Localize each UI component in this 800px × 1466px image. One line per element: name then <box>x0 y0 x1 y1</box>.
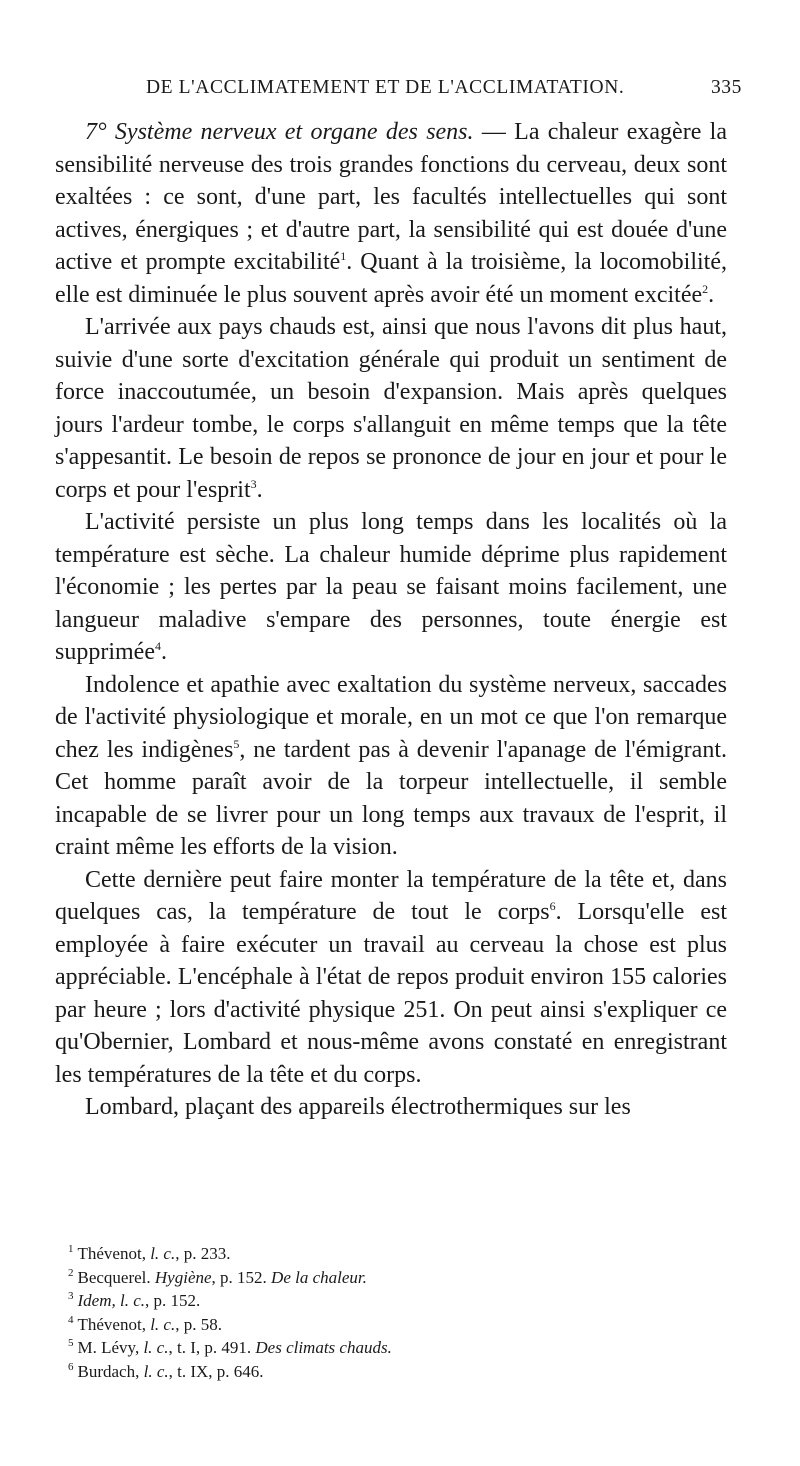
footnote-text: Becquerel. <box>77 1267 155 1287</box>
footnote <box>68 1336 708 1360</box>
footnote-italic: l. c. <box>150 1244 176 1263</box>
footnote-ref: 5 <box>233 736 240 751</box>
section-heading: 7° Système nerveux et organe des sens. <box>85 119 474 145</box>
footnote-italic: Hygiène <box>154 1267 212 1287</box>
paragraph-text: . Lorsqu'elle est employée à faire exécuter un travail au cerveau la chose est plus appréciable. L'encéphale à l'état de repos produit environ 155 calories par heure ; lors d'activité physique 251. On peut ainsi s'expliquer ce qu'Obernier, Lombard et nous-même avons constaté en enregistrant les températures de la tête et du corps. <box>55 899 728 1088</box>
paragraph-text: . <box>708 281 715 308</box>
paragraph-text: . <box>256 476 263 503</box>
paragraph-text: L'arrivée aux pays chauds est, ainsi que nous l'avons dit plus haut, suivie d'une sorte d'excitation générale qui produit un sentiment de force inaccoutumée, un besoin d'expansion. Mais après quelques jours l'ardeur tombe, le corps s'allanguit en même temps que la tête s'appesantit. Le besoin de repos se prononce de jour en jour et pour le corps et pour l'esprit <box>55 314 727 503</box>
footnote-italic: l. c. <box>143 1338 169 1357</box>
paragraph-text: L'activité persiste un plus long temps dans les localités où la température est sèche. La chaleur humide déprime plus rapidement l'économie ; les pertes par la peau se faisant moins facilement, une langueur maladive s'empare des personnes, toute énergie est supprimée <box>55 509 727 665</box>
running-title: DE L'ACCLIMATEMENT ET DE L'ACCLIMATATION. <box>146 77 625 98</box>
paragraph-2 <box>55 311 727 506</box>
footnote-number: 1 <box>68 1243 74 1256</box>
footnote-italic: Idem, l. c. <box>77 1291 146 1310</box>
footnote <box>68 1289 708 1313</box>
footnote-ref: 3 <box>250 476 257 491</box>
footnote <box>68 1242 708 1266</box>
paragraph-3 <box>55 506 727 669</box>
paragraph-text: , ne tardent pas à devenir l'apanage de l'émigrant. Cet homme paraît avoir de la torpeur intellectuelle, il semble incapable de se livrer pour un long temps aux travaux de l'esprit, il craint même les efforts de la vision. <box>55 736 727 860</box>
paragraph-text: Lombard, plaçant des appareils électrothermiques sur les <box>85 1094 631 1120</box>
footnote-number: 2 <box>68 1266 74 1279</box>
footnote-text: , t. IX, p. 646. <box>168 1361 264 1381</box>
footnote <box>68 1266 708 1290</box>
footnote-text: Thévenot, <box>77 1244 151 1263</box>
footnote-text: , p. 152. <box>211 1267 272 1287</box>
footnote-number: 6 <box>68 1360 74 1373</box>
footnote-text: Thévenot, <box>77 1314 151 1334</box>
footnote-ref: 2 <box>702 281 709 296</box>
footnote-text: M. Lévy, <box>77 1338 144 1357</box>
footnote-number: 4 <box>68 1313 74 1326</box>
footnote-text: , p. 152. <box>145 1291 201 1310</box>
footnote-italic: Des climats chauds. <box>255 1338 392 1357</box>
footnote-italic: De la chaleur. <box>271 1267 367 1287</box>
footnote <box>68 1313 708 1337</box>
page-number: 335 <box>710 77 742 98</box>
footnote-number: 5 <box>68 1337 74 1350</box>
paragraph-1 <box>55 116 727 311</box>
footnote-ref: 1 <box>340 249 347 263</box>
paragraph-text: Cette dernière peut faire monter la température de la tête et, dans quelques cas, la température de tout le corps <box>55 866 727 925</box>
footnote-italic: l. c. <box>150 1314 176 1334</box>
footnote-text: , p. 233. <box>175 1244 231 1263</box>
footnote-text: , p. 58. <box>175 1314 222 1334</box>
paragraph-4 <box>55 669 727 864</box>
footnote-number: 3 <box>68 1290 74 1303</box>
paragraph-text: Indolence et apathie avec exaltation du système nerveux, saccades de l'activité physiologique et morale, en un mot ce que l'on remarque chez les indigènes <box>55 671 727 763</box>
running-header <box>146 77 742 107</box>
footnote-italic: l. c. <box>143 1361 169 1381</box>
footnote <box>68 1360 708 1384</box>
paragraph-5 <box>55 864 727 1092</box>
footnote-ref: 6 <box>549 899 556 913</box>
body-text <box>55 116 727 1124</box>
paragraph-text: . Quant à la troisième, la locomobilité, elle est diminuée le plus souvent après avoir été un moment excitée <box>55 249 727 308</box>
paragraph-6 <box>55 1091 727 1124</box>
footnote-text: , t. I, p. 491. <box>168 1338 256 1357</box>
footnotes <box>68 1242 708 1383</box>
footnote-text: Burdach, <box>77 1361 144 1381</box>
paragraph-text: — La chaleur exagère la sensibilité nerveuse des trois grandes fonctions du cerveau, deux sont exaltées : ce sont, d'une part, les facultés intellectuelles qui sont actives, énergiques ; et d'autre part, la sensibilité qui est douée d'une active et prompte excitabilité <box>55 119 727 275</box>
paragraph-text: . <box>160 639 167 665</box>
footnote-ref: 4 <box>154 639 161 653</box>
